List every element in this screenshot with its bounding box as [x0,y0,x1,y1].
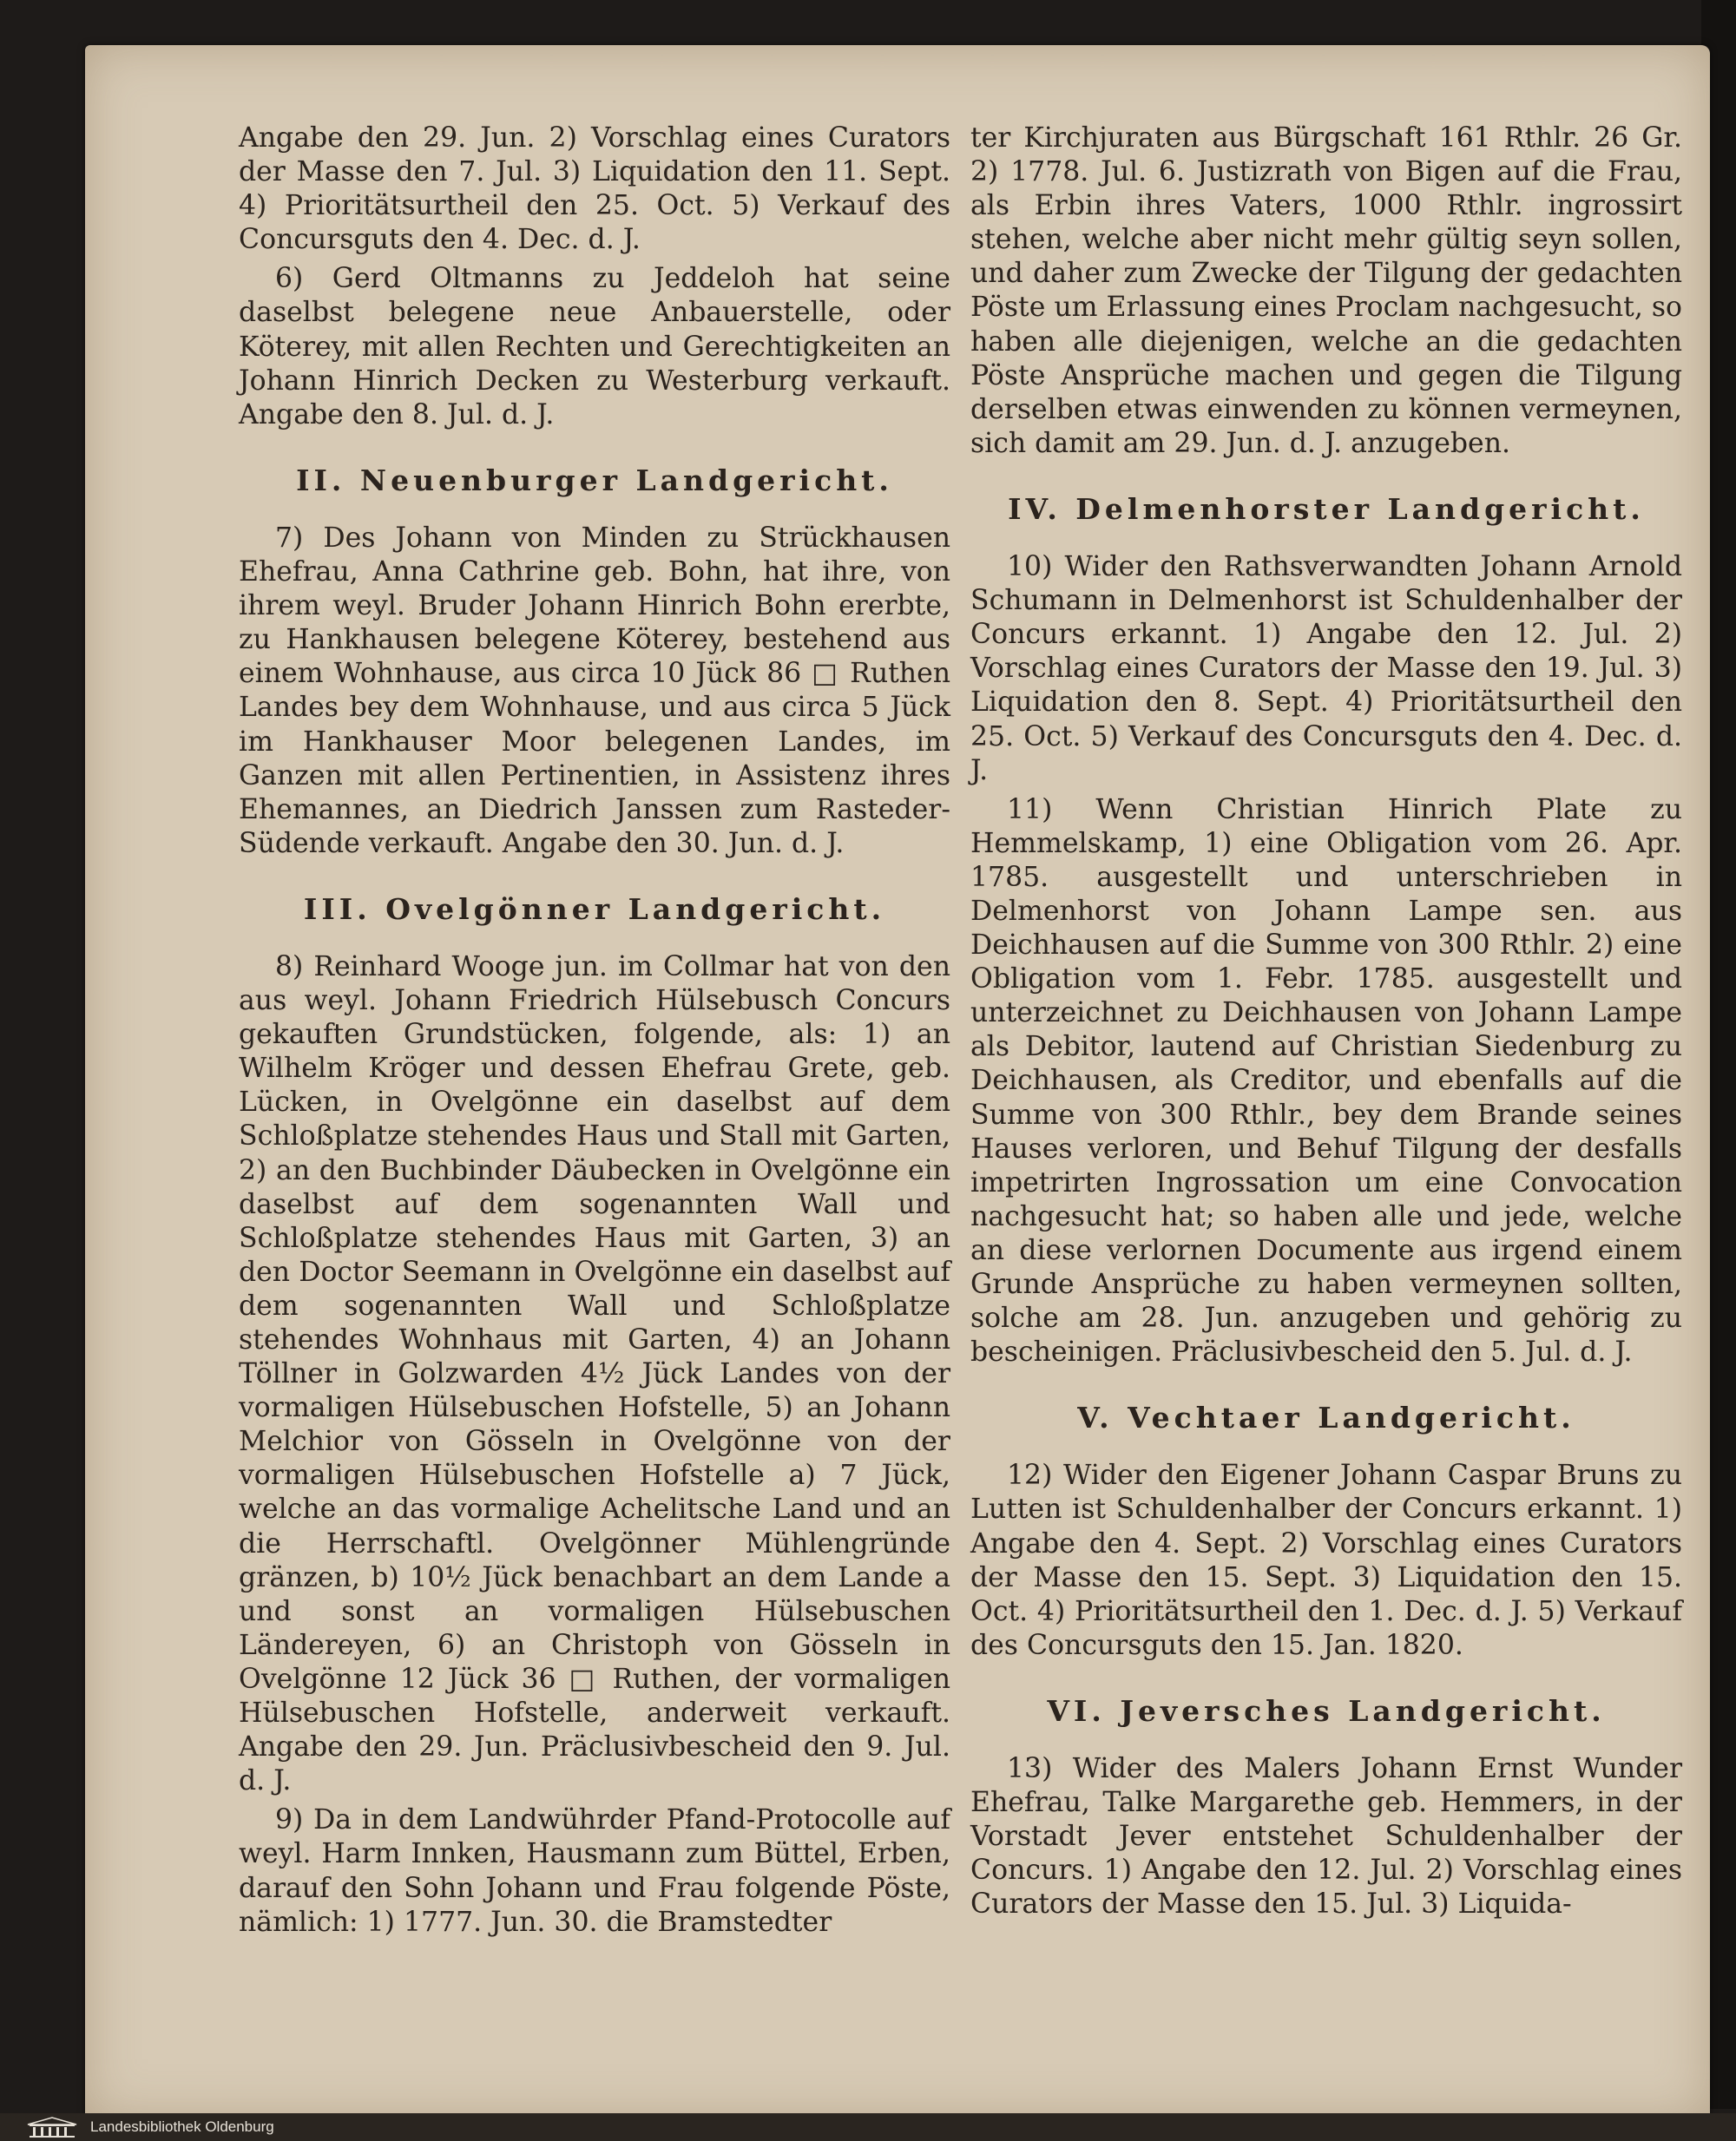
section-heading-jever: VI. Jeversches Landgericht. [1047,1693,1606,1728]
paragraph-6: 6) Gerd Oltmanns zu Jeddeloh hat seine daselbst belegene neue Anbauerstelle, oder Köterey, mit allen Rechten und Gerechtigkeiten an Johann Hinrich Decken zu Westerburg verkauft. Angabe den 8. Jul. d. J. [239,263,950,430]
paragraph-9: 9) Da in dem Landwührder Pfand-Protocolle auf weyl. Harm Innken, Hausmann zum Büttel, Erben, darauf den Sohn Johann und Frau folgende Pöste, nämlich: 1) 1777. Jun. 30. die Bramstedter [239,1804,950,1938]
library-building-icon [26,2116,78,2138]
paragraph-10: 10) Wider den Rathsverwandten Johann Arnold Schumann in Delmenhorst ist Schuldenhalber der Concurs erkannt. 1) Angabe den 12. Jul. 2) Vorschlag eines Curators der Masse den 19. Jul. 3) Liquidation den 8. Sept. 4) Prioritätsurtheil den 25. Oct. 5) Verkauf des Concursguts den 4. Dec. d. J. [970,551,1682,786]
paragraph-9-continuation: ter Kirchjuraten aus Bürgschaft 161 Rthlr. 26 Gr. 2) 1778. Jul. 6. Justizrath von Bigen auf die Frau, als Erbin ihres Vaters, 1000 Rthlr. ingrossirt stehen, welche aber nicht mehr gültig seyn sollen, und daher zum Zwecke der Tilgung der gedachten Pöste um Erlassung eines Proclam nachgesucht, so haben alle diejenigen, welche an die gedachten Pöste Ansprüche machen und gegen die Tilgung derselben etwas einwenden zu können vermeynen, sich damit am 29. Jun. d. J. anzugeben. [970,122,1682,459]
paragraph-12: 12) Wider den Eigener Johann Caspar Bruns zu Lutten ist Schuldenhalber der Concurs erkannt. 1) Angabe den 4. Sept. 2) Vorschlag eines Curators der Masse den 15. Sept. 3) Liquidation den 15. Oct. 4) Prioritätsurtheil den 1. Dec. d. J. 5) Verkauf des Concursguts den 15. Jan. 1820. [970,1460,1682,1661]
paragraph-8: 8) Reinhard Wooge jun. im Collmar hat von den aus weyl. Johann Friedrich Hülsebusch Concurs gekauften Grundstücken, folgende, als: 1) an Wilhelm Kröger und dessen Ehefrau Grete, geb. Lücken, in Ovelgönne ein daselbst auf dem Schloßplatze stehendes Haus und Stall mit Garten, 2) an den Buchbinder Däubecken in Ovelgönne ein daselbst auf dem sogenannten Wall und Schloßplatze stehendes Haus mit Garten, 3) an den Doctor Seemann in Ovelgönne ein daselbst auf dem sogenannten Wall und Schloßplatze stehendes Wohnhaus mit Garten, 4) an Johann Töllner in Golzwarden 4½ Jück Landes von der vormaligen Hülsebuschen Hofstelle, 5) an Johann Melchior von Gösseln in Ovelgönne von der vormaligen Hülsebuschen Hofstelle a) 7 Jück, welche an das vormalige Achelitsche Land und an die Herrschaftl. Ovelgönner Mühlengründe gränzen, b) 10½ Jück benachbart an dem Lande a und sonst an vormaligen Hülsebuschen Ländereyen, 6) an Christoph von Gösseln in Ovelgönne 12 Jück 36 □ Ruthen, der vormaligen Hülsebuschen Hofstelle, anderweit verkauft. Angabe den 29. Jun. Präclusivbescheid den 9. Jul. d. J. [239,950,950,1797]
section-heading-neuenburg: II. Neuenburger Landgericht. [296,463,893,497]
paragraph-continuation: Angabe den 29. Jun. 2) Vorschlag eines Curators der Masse den 7. Jul. 3) Liquidation den 11. Sept. 4) Prioritätsurtheil den 25. Oct. 5) Verkauf des Concursguts den 4. Dec. d. J. [239,122,950,256]
paragraph-13: 13) Wider des Malers Johann Ernst Wunder Ehefrau, Talke Margarethe geb. Hemmers, in der Vorstadt Jever entstehet Schuldenhalber der Concurs. 1) Angabe den 12. Jul. 2) Vorschlag eines Curators der Masse den 15. Jul. 3) Liquida- [970,1753,1682,1921]
library-name: Landesbibliothek Oldenburg [90,2118,274,2135]
section-heading-vechta: V. Vechtaer Landgericht. [1077,1401,1575,1435]
paragraph-7: 7) Des Johann von Minden zu Strückhausen Ehefrau, Anna Cathrine geb. Bohn, hat ihre, von ihrem weyl. Bruder Johann Hinrich Bohn ererbte, zu Hankhausen belegene Köterey, bestehend aus einem Wohnhause, aus circa 10 Jück 86 □ Ruthen Landes bey dem Wohnhause, und aus circa 5 Jück im Hankhauser Moor belegenen Landes, im Ganzen mit allen Pertinentien, in Assistenz ihres Ehemannes, an Diedrich Janssen zum Rasteder-Südende verkauft. Angabe den 30. Jun. d. J. [239,522,950,859]
left-column [239,121,950,1945]
paragraph-11: 11) Wenn Christian Hinrich Plate zu Hemmelskamp, 1) eine Obligation vom 26. Apr. 1785. ausgestellt und unterschrieben in Delmenhorst von Johann Lampe sen. aus Deichhausen auf die Summe von 300 Rthlr. 2) eine Obligation vom 1. Febr. 1785. ausgestellt und unterzeichnet zu Deichhausen von Johann Lampe als Debitor, lautend auf Christian Siedenburg zu Deichhausen, als Creditor, und ebenfalls auf die Summe von 300 Rthlr., bey dem Brande seines Hauses verloren, und Behuf Tilgung der desfalls impetrirten Ingrossation um eine Convocation nachgesucht hat; so haben alle und jede, welche an diese verlornen Documente aus irgend einem Grunde Ansprüche zu haben vermeynen sollten, solche am 28. Jun. anzugeben und gehörig zu bescheinigen. Präclusivbescheid den 5. Jul. d. J. [970,793,1682,1369]
right-column [970,121,1682,1928]
section-heading-delmenhorst: IV. Delmenhorster Landgericht. [1008,491,1645,526]
footer-bar [0,2113,1736,2141]
section-heading-ovelgoenne: III. Ovelgönner Landgericht. [303,891,886,926]
